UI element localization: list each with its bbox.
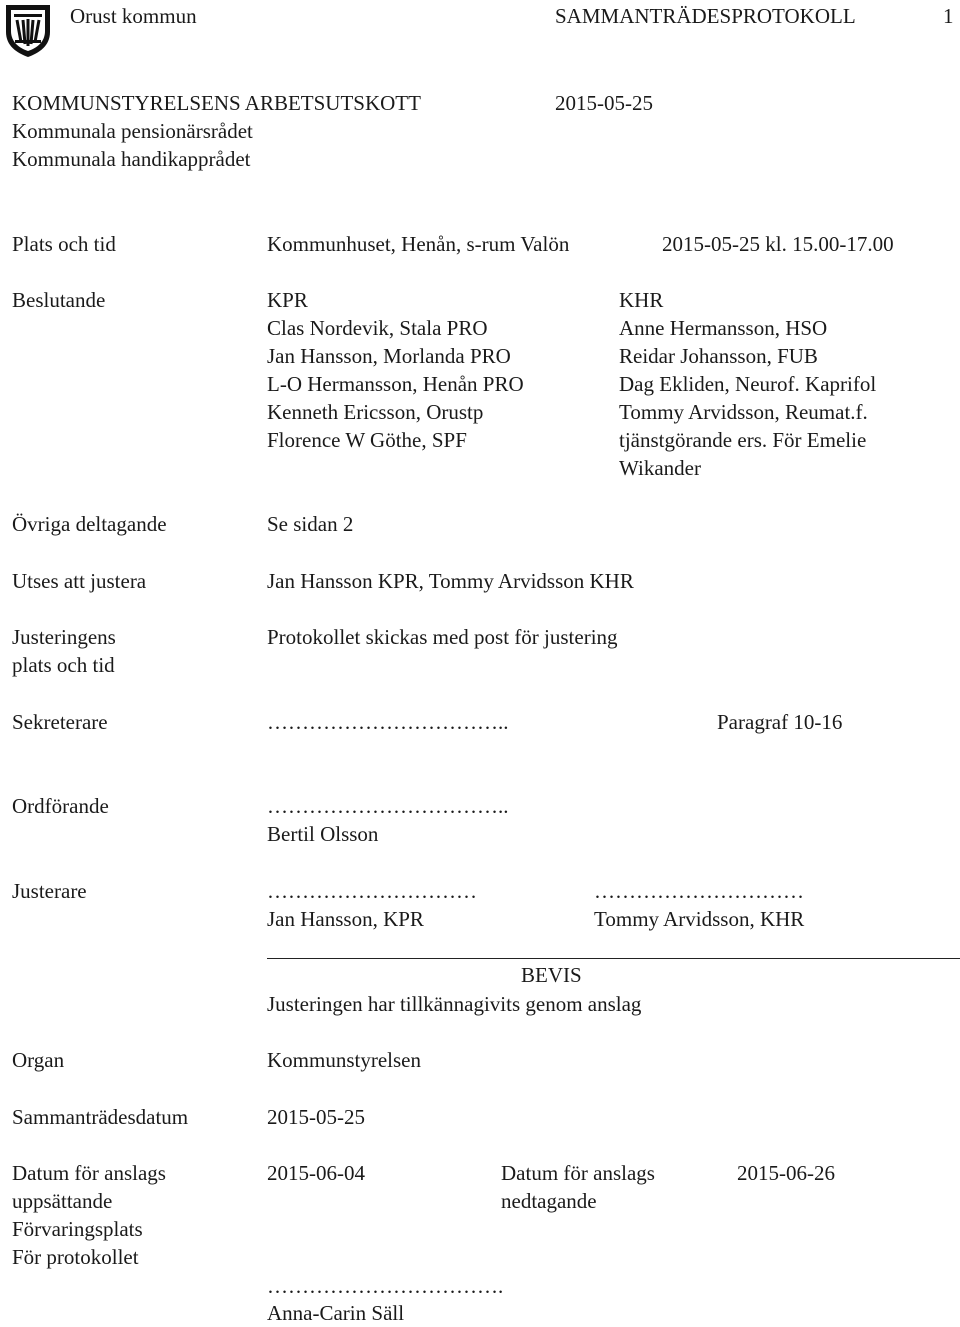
signer-signature-line: …………………………….: [267, 1274, 504, 1298]
others-value: Se sidan 2: [267, 512, 354, 536]
adjuster-signature-line: …………………………: [594, 879, 804, 903]
adjuster-name: Tommy Arvidsson, KHR: [594, 907, 805, 931]
secretary-signature-line: ……………………………..: [267, 710, 509, 734]
meeting-date: 2015-05-25: [555, 91, 653, 115]
adjust-label: Utses att justera: [12, 569, 147, 593]
kpr-member: Kenneth Ericsson, Orustp: [267, 400, 484, 424]
adjust-value: Jan Hansson KPR, Tommy Arvidsson KHR: [267, 569, 634, 593]
adjust-place-value: Protokollet skickas med post för justering: [267, 625, 618, 649]
chair-signature-line: ……………………………..: [267, 794, 509, 818]
kpr-member: Jan Hansson, Morlanda PRO: [267, 344, 511, 368]
place-time: 2015-05-25 kl. 15.00-17.00: [662, 232, 894, 256]
khr-member: Reidar Johansson, FUB: [619, 344, 818, 368]
meeting-date-label: Sammanträdesdatum: [12, 1105, 189, 1129]
place-label: Plats och tid: [12, 232, 116, 256]
posted-date-value: 2015-06-04: [267, 1161, 365, 1185]
khr-member: Dag Ekliden, Neurof. Kaprifol: [619, 372, 877, 396]
deciders-label: Beslutande: [12, 288, 106, 312]
posted-date-label-2: uppsättande: [12, 1189, 113, 1213]
paragraph-range: Paragraf 10-16: [717, 710, 843, 734]
secretary-label: Sekreterare: [12, 710, 108, 734]
removed-date-label-2: nedtagande: [501, 1189, 597, 1213]
adjust-place-label-2: plats och tid: [12, 653, 115, 677]
kpr-heading: KPR: [267, 288, 308, 312]
posted-date-label: Datum för anslags: [12, 1161, 166, 1185]
removed-date-label: Datum för anslags: [501, 1161, 655, 1185]
khr-member: tjänstgörande ers. För Emelie: [619, 428, 867, 452]
chair-label: Ordförande: [12, 794, 109, 818]
document-type: SAMMANTRÄDESPROTOKOLL: [555, 4, 856, 28]
adjuster-name: Jan Hansson, KPR: [267, 907, 424, 931]
municipality-name: Orust kommun: [70, 4, 197, 28]
certificate-divider: [267, 958, 960, 959]
coat-of-arms-logo: [3, 2, 53, 58]
kpr-member: Florence W Göthe, SPF: [267, 428, 467, 452]
khr-member: Wikander: [619, 456, 701, 480]
storage-label: Förvaringsplats: [12, 1217, 143, 1241]
page-number: 1: [943, 4, 954, 28]
chair-name: Bertil Olsson: [267, 822, 379, 846]
khr-member: Tommy Arvidsson, Reumat.f.: [619, 400, 868, 424]
kpr-member: Clas Nordevik, Stala PRO: [267, 316, 488, 340]
meeting-date-value: 2015-05-25: [267, 1105, 365, 1129]
adjuster-signature-line: …………………………: [267, 879, 477, 903]
place-location: Kommunhuset, Henån, s-rum Valön: [267, 232, 570, 256]
khr-member: Anne Hermansson, HSO: [619, 316, 828, 340]
organ-label: Organ: [12, 1048, 65, 1072]
organ-value: Kommunstyrelsen: [267, 1048, 421, 1072]
removed-date-value: 2015-06-26: [737, 1161, 835, 1185]
certificate-text: Justeringen har tillkännagivits genom anslag: [267, 992, 642, 1016]
committee-disability: Kommunala handikapprådet: [12, 147, 251, 171]
storage-label-2: För protokollet: [12, 1245, 139, 1269]
committee-title: KOMMUNSTYRELSENS ARBETSUTSKOTT: [12, 91, 421, 115]
committee-pension: Kommunala pensionärsrådet: [12, 119, 253, 143]
adjusters-label: Justerare: [12, 879, 87, 903]
others-label: Övriga deltagande: [12, 512, 167, 536]
adjust-place-label: Justeringens: [12, 625, 116, 649]
signer-name: Anna-Carin Säll: [267, 1301, 405, 1325]
kpr-member: L-O Hermansson, Henån PRO: [267, 372, 524, 396]
khr-heading: KHR: [619, 288, 664, 312]
certificate-title: BEVIS: [521, 963, 582, 987]
